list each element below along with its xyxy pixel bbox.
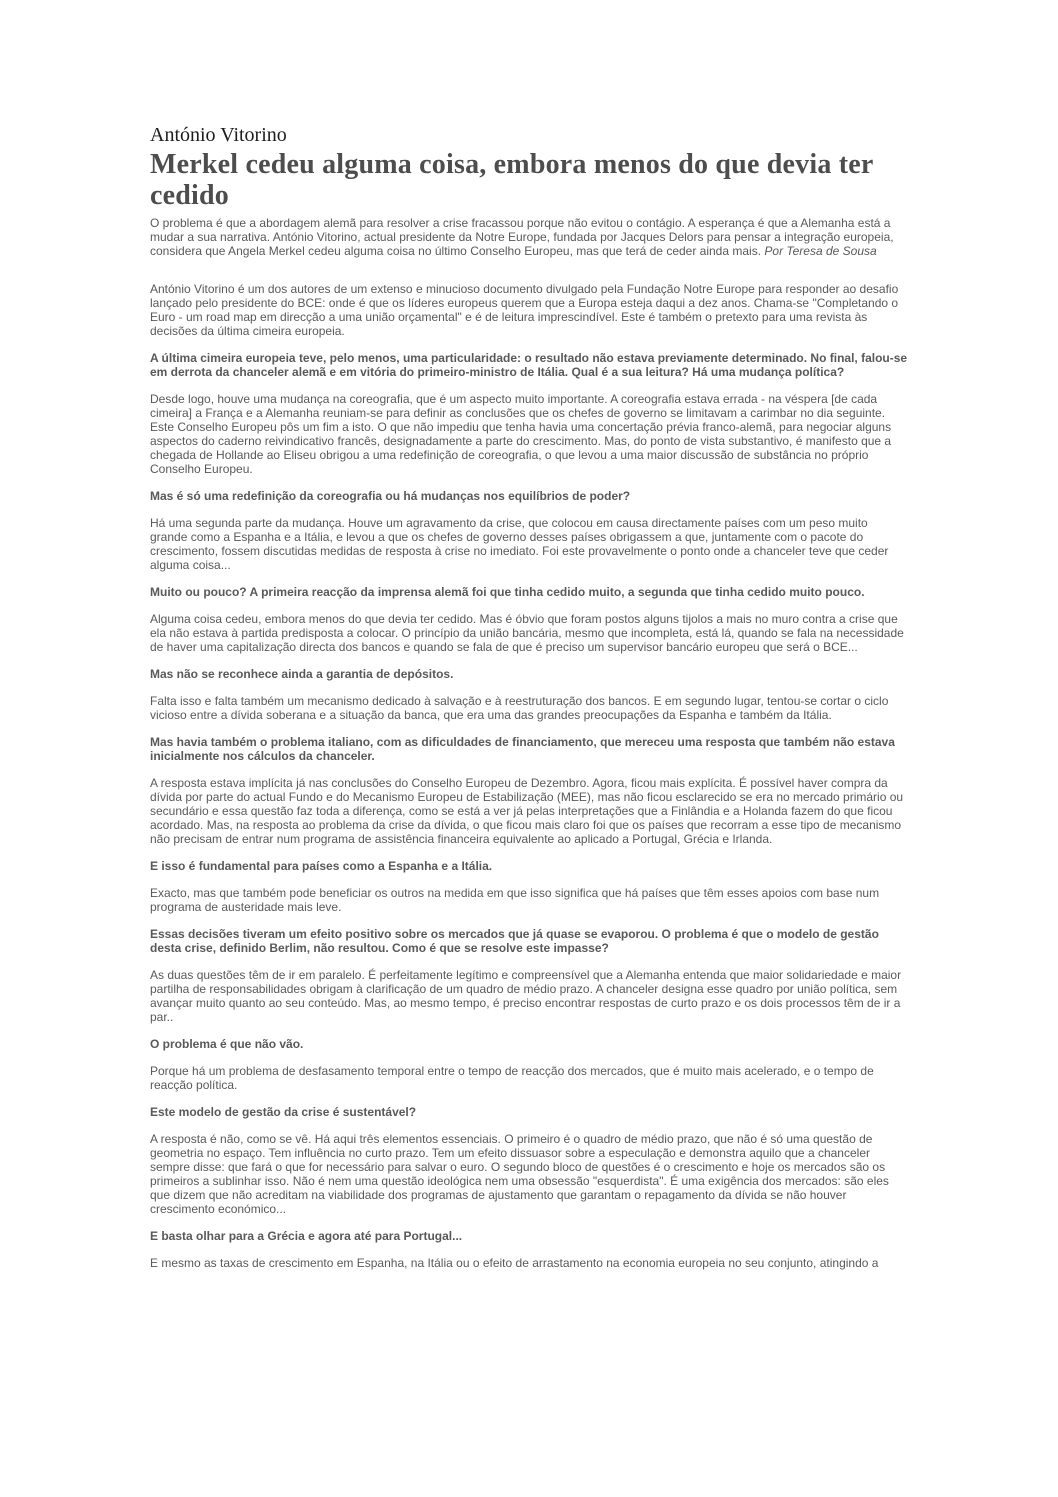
interview-answer: Falta isso e falta também um mecanismo dedicado à salvação e à reestruturação dos bancos. E em segundo lugar, tentou-se cortar o ciclo vicioso entre a dívida soberana e a situação da banca, que era uma das grandes preocupações da Espanha e também da Itália.	[150, 694, 889, 722]
interview-question: A última cimeira europeia teve, pelo menos, uma particularidade: o resultado não estava previamente determinado. No final, falou-se em derrota da chanceler alemã e em vitória do primeiro-ministro de Itália. Qual é a sua leitura? Há uma mudança política?	[150, 351, 908, 379]
interview-question: Mas não se reconhece ainda a garantia de depósitos.	[150, 667, 454, 681]
interview-answer: A resposta estava implícita já nas conclusões do Conselho Europeu de Dezembro. Agora, ficou mais explícita. É possível haver compra da dívida por parte do actual Fundo e do Mecanismo Europeu de Estabilização (MEE), mas não ficou esclarecido se era no mercado primário ou secundário e essa questão faz toda a diferença, como se está a ver já pelas interpretações que a Finlândia e a Holanda fazem do que ficou acordado. Mas, na resposta ao problema da crise da dívida, o que ficou mais claro foi que os países que recorram a esse tipo de mecanismo não precisam de entrar num programa de assistência financeira equivalente ao aplicado a Portugal, Grécia e Irlanda.	[150, 776, 904, 846]
interview-intro: António Vitorino é um dos autores de um extenso e minucioso documento divulgado pela Fundação Notre Europe para responder ao desafio lançado pelo presidente do BCE: onde é que os líderes europeus querem que a Europa esteja daqui a dez anos. Chama-se "Completando o Euro - um road map em direcção a uma união orçamental" e é de leitura imprescindível. Este é também o pretexto para uma revista às decisões da última cimeira europeia.	[150, 282, 899, 338]
interview-answer: A resposta é não, como se vê. Há aqui três elementos essenciais. O primeiro é o quadro de médio prazo, que não é só uma questão de geometria no espaço. Tem influência no curto prazo. Tem um efeito dissuasor sobre a especulação e demonstra aquilo que a chanceler sempre disse: que fará o que for necessário para salvar o euro. O segundo bloco de questões é o crescimento e hoje os mercados são os primeiros a sublinhar isso. Não é nem uma questão ideológica nem uma obsessão "esquerdista". É uma exigência dos mercados: são eles que dizem que não acreditam na viabilidade dos programas de ajustamento que garantam o repagamento da dívida se não houver crescimento económico...	[150, 1132, 889, 1216]
interview-answer: Alguma coisa cedeu, embora menos do que devia ter cedido. Mas é óbvio que foram postos alguns tijolos a mais no muro contra a crise que ela não estava à partida predisposta a colocar. O princípio da união bancária, mesmo que incompleta, está lá, quando se fala na necessidade de haver uma capitalização directa dos bancos e quando se fala de que é preciso um supervisor bancário europeu que será o BCE...	[150, 612, 904, 654]
interview-question: Este modelo de gestão da crise é sustentável?	[150, 1105, 417, 1119]
interview-answer: Porque há um problema de desfasamento temporal entre o tempo de reacção dos mercados, que é muito mais acelerado, e o tempo de reacção política.	[150, 1064, 874, 1092]
interview-question: Mas havia também o problema italiano, com as dificuldades de financiamento, que mereceu uma resposta que também não estava inicialmente nos cálculos da chanceler.	[150, 735, 895, 763]
interview-body	[150, 282, 908, 1270]
article-headline: Merkel cedeu alguma coisa, embora menos do que devia ter cedido	[150, 149, 874, 211]
article-kicker: António Vitorino	[150, 124, 287, 146]
interview-question: Essas decisões tiveram um efeito positivo sobre os mercados que já quase se evaporou. O problema é que o modelo de gestão desta crise, definido Berlim, não resultou. Como é que se resolve este impasse?	[150, 927, 879, 955]
interview-answer: Desde logo, houve uma mudança na coreografia, que é um aspecto muito importante. A coreografia estava errada - na véspera [de cada cimeira] a França e a Alemanha reuniam-se para definir as conclusões que os chefes de governo se limitavam a carimbar no dia seguinte. Este Conselho Europeu pôs um fim a isto. O que não impediu que tenha havia uma concertação prévia franco-alemã, para negociar alguns aspectos do caderno reivindicativo francês, designadamente a parte do crescimento. Mas, do ponto de vista substantivo, é manifesto que a chegada de Hollande ao Eliseu obrigou a uma redefinição de coreografia, o que levou a uma maior discussão de substância no próprio Conselho Europeu.	[150, 392, 892, 476]
interview-question: Mas é só uma redefinição da coreografia ou há mudanças nos equilíbrios de poder?	[150, 489, 631, 503]
interview-answer: E mesmo as taxas de crescimento em Espanha, na Itália ou o efeito de arrastamento na economia europeia no seu conjunto, atingindo a	[150, 1256, 879, 1270]
interview-question: E basta olhar para a Grécia e agora até para Portugal...	[150, 1229, 463, 1243]
article-byline: Por Teresa de Sousa	[764, 244, 877, 258]
lead-text: O problema é que a abordagem alemã para resolver a crise fracassou porque não evitou o contágio. A esperança é que a Alemanha está a mudar a sua narrativa. António Vitorino, actual presidente da Notre Europe, fundada por Jacques Delors para pensar a integração europeia, considera que Angela Merkel cedeu alguma coisa no último Conselho Europeu, mas que terá de ceder ainda mais.	[150, 216, 894, 258]
interview-answer: As duas questões têm de ir em paralelo. É perfeitamente legítimo e compreensível que a Alemanha entenda que maior solidariedade e maior partilha de responsabilidades obrigam à clarificação de um quadro de médio prazo. A chanceler designa esse quadro por união política, sem avançar muito quanto ao seu conteúdo. Mas, ao mesmo tempo, é preciso encontrar respostas de curto prazo e os dois processos têm de ir a par..	[150, 968, 902, 1024]
interview-question: Muito ou pouco? A primeira reacção da imprensa alemã foi que tinha cedido muito, a segunda que tinha cedido muito pouco.	[150, 585, 865, 599]
interview-answer: Exacto, mas que também pode beneficiar os outros na medida em que isso significa que há países que têm esses apoios com base num programa de austeridade mais leve.	[150, 886, 880, 914]
lead-paragraph	[150, 216, 908, 258]
interview-question: O problema é que não vão.	[150, 1037, 304, 1051]
interview-question: E isso é fundamental para países como a Espanha e a Itália.	[150, 859, 493, 873]
interview-answer: Há uma segunda parte da mudança. Houve um agravamento da crise, que colocou em causa directamente países com um peso muito grande como a Espanha e a Itália, e levou a que os chefes de governo desses países obrigassem a que, juntamente com o pacote do crescimento, fossem discutidas medidas de resposta à crise no imediato. Foi este provavelmente o ponto onde a chanceler teve que ceder alguma coisa...	[150, 516, 889, 572]
